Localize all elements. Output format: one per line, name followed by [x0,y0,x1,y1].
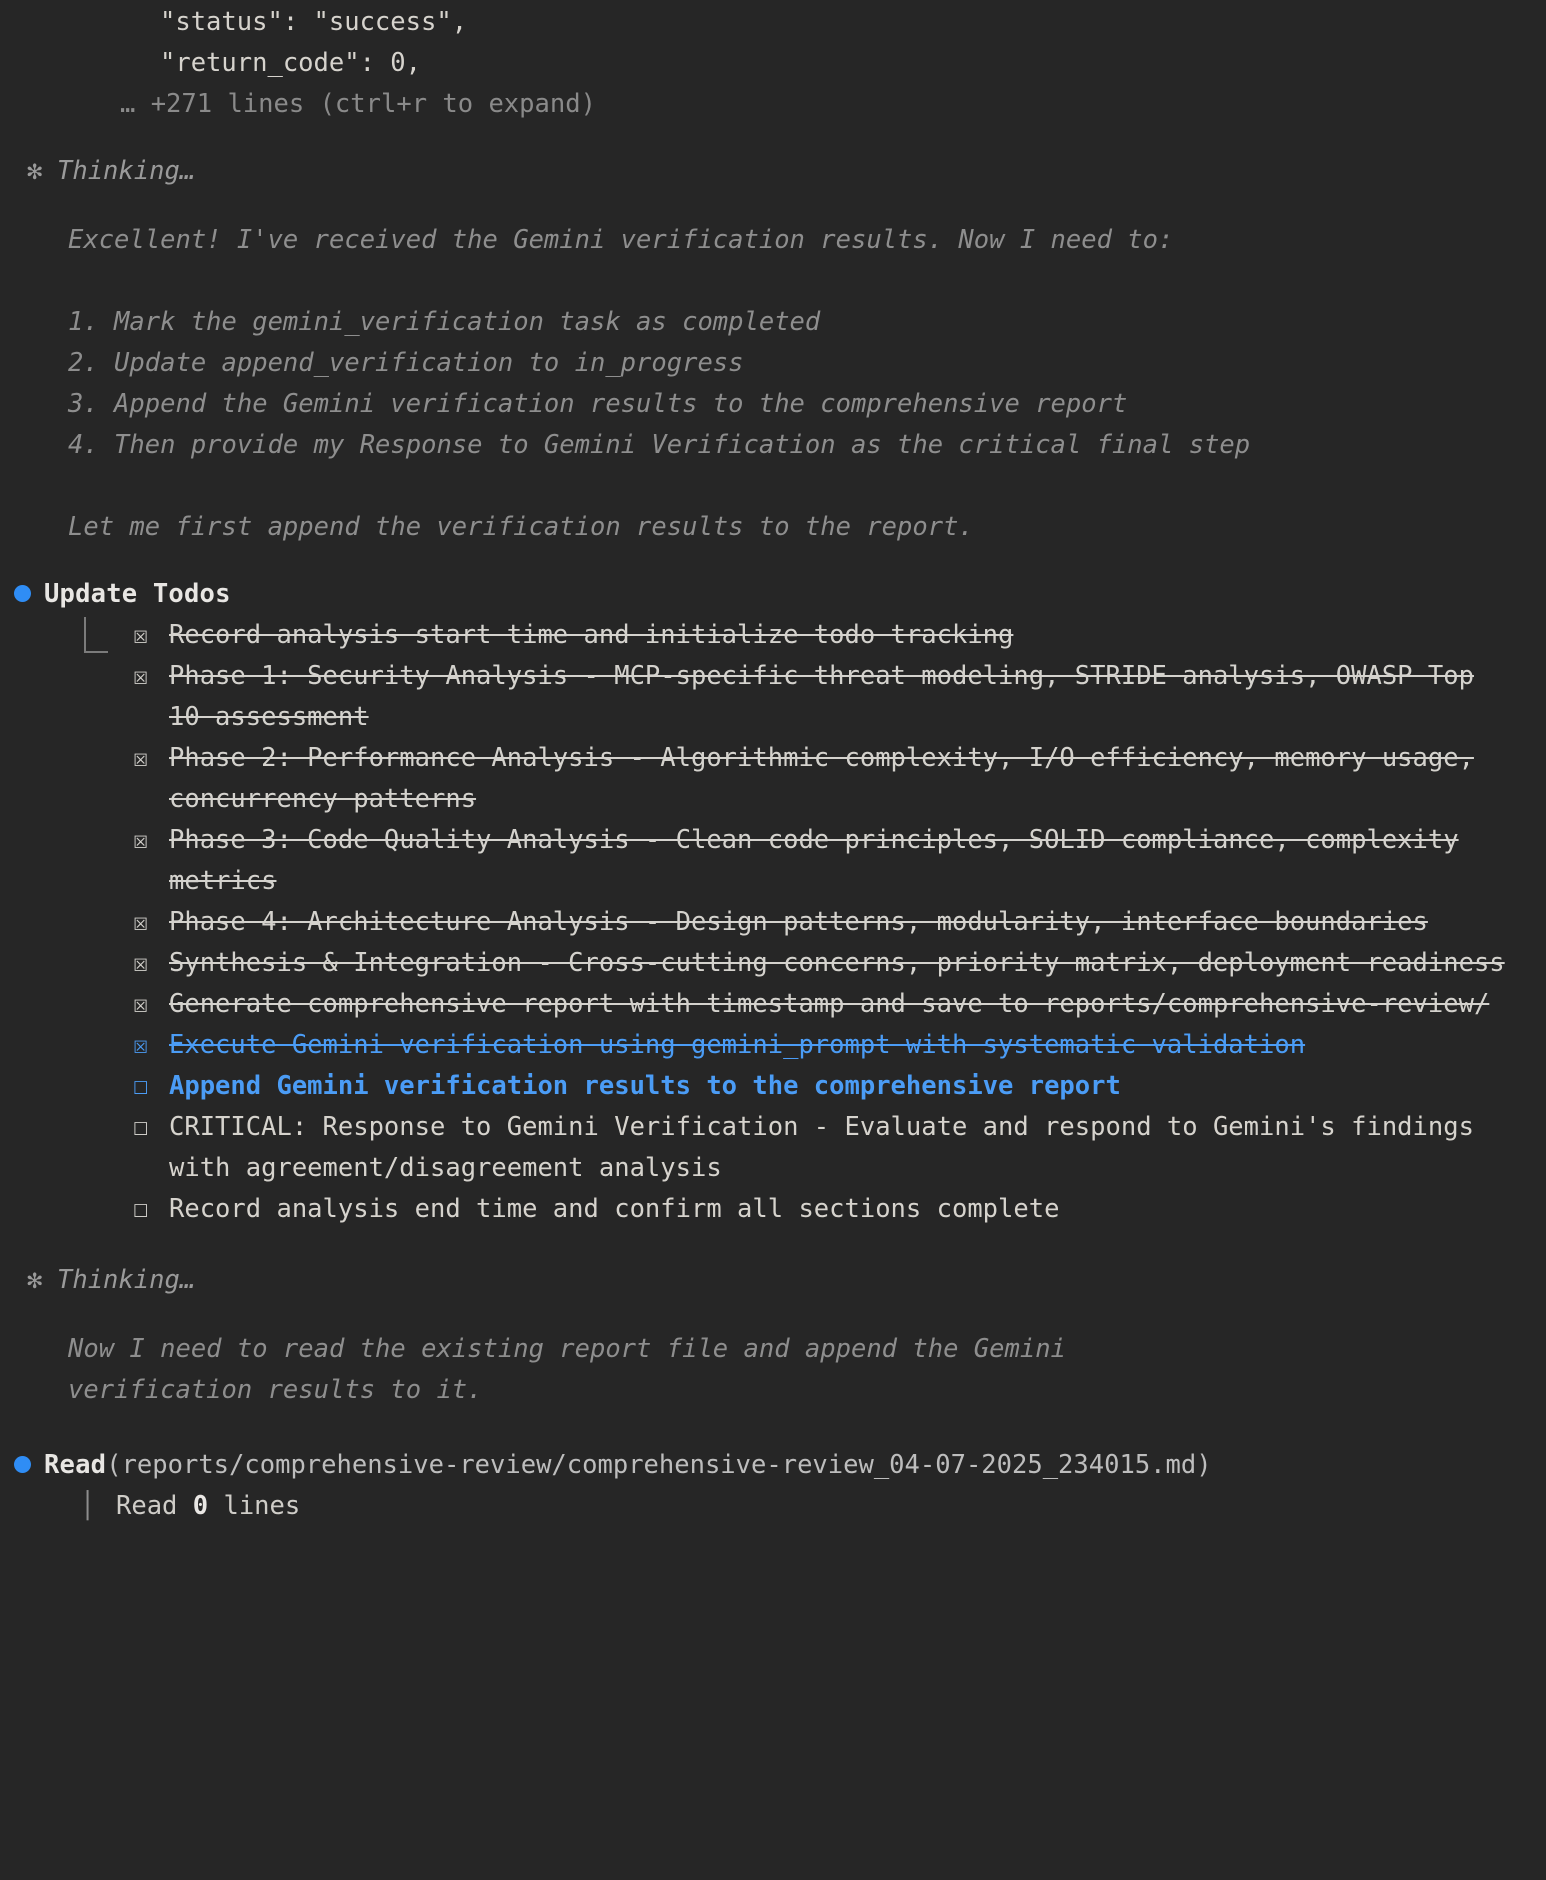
result-count: 0 [192,1491,209,1521]
checkbox-unchecked-icon[interactable]: ☐ [133,1071,149,1101]
tool-bullet-icon [0,585,44,602]
todo-item[interactable] [80,1189,1546,1230]
thinking-paragraph: Now I need to read the existing report file and append the Gemini verification results to it. [68,1334,1066,1405]
tool-result-row [0,1486,1546,1527]
thinking-header [0,1260,1546,1301]
checkbox-checked-icon[interactable]: ☒ [133,620,149,650]
tree-pipe-icon: │ [80,1491,96,1521]
sparkle-icon: ✻ [27,1265,43,1295]
tool-name-label: Read [44,1450,107,1480]
tool-output-preview [0,0,1546,125]
todo-list [0,615,1546,1230]
thinking-body [0,220,1546,548]
result-prefix: Read [116,1491,193,1521]
tool-name-label: Update Todos [44,579,231,609]
todo-label: Phase 2: Performance Analysis - Algorithmic complexity, I/O efficiency, memory usage, concurrency patterns [169,743,1474,814]
thinking-block-2 [0,1260,1546,1411]
expand-more-lines[interactable]: … +271 lines (ctrl+r to expand) [120,89,596,119]
todo-item[interactable] [80,943,1546,984]
todo-item[interactable] [80,615,1546,656]
todo-label: Generate comprehensive report with timestamp and save to reports/comprehensive-review/ [169,989,1490,1019]
json-line: "status": "success", [160,7,468,37]
thinking-paragraph: Excellent! I've received the Gemini verification results. Now I need to: [68,225,1174,255]
thinking-list-item: 2. Update append_verification to in_progress [68,348,744,378]
todo-label: Phase 3: Code Quality Analysis - Clean code principles, SOLID compliance, complexity metrics [169,825,1459,896]
checkbox-checked-icon[interactable]: ☒ [133,743,149,773]
todo-label: Record analysis start time and initialize todo tracking [169,620,1014,650]
checkbox-checked-icon[interactable]: ☒ [133,1030,149,1060]
thinking-list-item: 1. Mark the gemini_verification task as completed [68,307,821,337]
sparkle-icon: ✻ [27,156,43,186]
thinking-list-item: 4. Then provide my Response to Gemini Verification as the critical final step [68,430,1251,460]
tool-args-label: (reports/comprehensive-review/comprehensive-review_04-07-2025_234015.md) [106,1450,1212,1480]
todo-item-active[interactable] [80,1066,1546,1107]
tool-call-text [44,1445,1252,1486]
tool-result-text [116,1486,300,1527]
spacer [68,466,1486,507]
todo-label: Record analysis end time and confirm all sections complete [169,1194,1060,1224]
todo-item[interactable] [80,1107,1546,1189]
todo-label: Synthesis & Integration - Cross-cutting concerns, priority matrix, deployment readiness [169,948,1505,978]
todo-label: Append Gemini verification results to the comprehensive report [169,1071,1121,1101]
checkbox-checked-icon[interactable]: ☒ [133,989,149,1019]
thinking-paragraph: Let me first append the verification results to the report. [68,512,974,542]
tool-call-update-todos[interactable] [0,574,1546,615]
json-line: "return_code": 0, [160,48,421,78]
todo-item[interactable] [80,902,1546,943]
todo-label: Phase 1: Security Analysis - MCP-specific threat modeling, STRIDE analysis, OWASP Top 10 assessment [169,661,1474,732]
thinking-list-item: 3. Append the Gemini verification results to the comprehensive report [68,389,1128,419]
tool-bullet-icon [0,1456,44,1473]
todo-label: Execute Gemini verification using gemini_prompt with systematic validation [169,1030,1306,1060]
todo-label: Phase 4: Architecture Analysis - Design patterns, modularity, interface boundaries [169,907,1428,937]
tool-call-read[interactable] [0,1445,1546,1486]
todo-item[interactable] [80,738,1546,820]
checkbox-unchecked-icon[interactable]: ☐ [133,1112,149,1142]
thinking-body [0,1329,1546,1411]
todo-item[interactable] [80,1025,1546,1066]
todo-item[interactable] [80,820,1546,902]
thinking-label: Thinking… [57,156,196,186]
checkbox-unchecked-icon[interactable]: ☐ [133,1194,149,1224]
checkbox-checked-icon[interactable]: ☒ [133,948,149,978]
spacer [68,261,1486,302]
result-suffix: lines [208,1491,301,1521]
thinking-block-1 [0,151,1546,548]
todo-item[interactable] [80,656,1546,738]
todo-label: CRITICAL: Response to Gemini Verification - Evaluate and respond to Gemini's findings with agreement/disagreement analysis [169,1112,1474,1183]
thinking-label: Thinking… [57,1265,196,1295]
checkbox-checked-icon[interactable]: ☒ [133,661,149,691]
checkbox-checked-icon[interactable]: ☒ [133,907,149,937]
tree-corner-icon [84,617,108,653]
checkbox-checked-icon[interactable]: ☒ [133,825,149,855]
thinking-header [0,151,1546,192]
todo-item[interactable] [80,984,1546,1025]
